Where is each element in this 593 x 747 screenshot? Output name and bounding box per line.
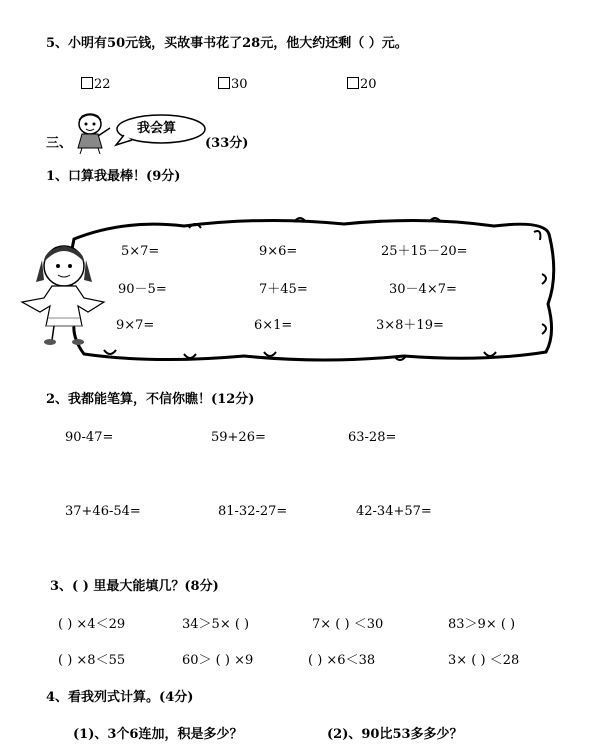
checkbox-icon[interactable] [218, 77, 230, 89]
fill-problem[interactable]: 7× ( ) ＜30 [312, 617, 384, 632]
part-2-title: 2、我都能笔算，不信你瞧！(12分) [46, 392, 255, 407]
fill-problem[interactable]: ( ) ×6＜38 [308, 653, 376, 668]
oral-problem: 5×7= [121, 244, 160, 259]
written-problem: 63-28= [348, 430, 397, 445]
cartoon-girl-icon [68, 110, 116, 156]
written-problem: 81-32-27= [218, 504, 288, 519]
option-22[interactable]: 22 [81, 77, 111, 91]
fill-problem[interactable]: ( ) ×4＜29 [58, 617, 126, 632]
written-problem: 90-47= [65, 430, 114, 445]
oral-problem: 30－4×7= [389, 282, 457, 297]
oral-problem: 9×6= [259, 244, 298, 259]
fill-problem[interactable]: 83＞9× ( ) [448, 617, 516, 632]
fill-problem[interactable]: 34＞5× ( ) [182, 617, 250, 632]
cartoon-girl-dress-icon [18, 240, 108, 350]
section-3-label: 三、 [46, 136, 73, 151]
section-3-score: (33分) [205, 136, 249, 151]
question-5: 5、小明有50元钱，买故事书花了28元，他大约还剩（ ）元。 [46, 36, 408, 51]
oral-problem: 9×7= [116, 318, 155, 333]
oral-problem: 90－5= [118, 282, 167, 297]
word-problem-1: (1)、3个6连加，积是多少？ [73, 727, 243, 742]
oral-problem: 7＋45= [259, 282, 308, 297]
part-3-title: 3、( ) 里最大能填几？(8分) [50, 579, 219, 594]
fill-problem[interactable]: 3× ( ) ＜28 [448, 653, 520, 668]
part-4-title: 4、看我列式计算。(4分) [46, 690, 194, 705]
checkbox-icon[interactable] [81, 77, 93, 89]
fill-problem[interactable]: ( ) ×8＜55 [58, 653, 126, 668]
written-problem: 37+46-54= [65, 504, 141, 519]
option-20[interactable]: 20 [347, 77, 377, 91]
written-problem: 59+26= [211, 430, 266, 445]
part-1-title: 1、口算我最棒！(9分) [46, 169, 181, 184]
written-problem: 42-34+57= [356, 504, 432, 519]
checkbox-icon[interactable] [347, 77, 359, 89]
word-problem-2: (2)、90比53多多少？ [327, 727, 463, 742]
speech-bubble-text: 我会算 [137, 121, 177, 136]
fill-problem[interactable]: 60＞ ( ) ×9 [182, 653, 254, 668]
option-30[interactable]: 30 [218, 77, 248, 91]
oral-problem: 3×8＋19= [376, 318, 444, 333]
oral-problem: 25＋15－20= [381, 244, 468, 259]
oral-problem: 6×1= [254, 318, 293, 333]
